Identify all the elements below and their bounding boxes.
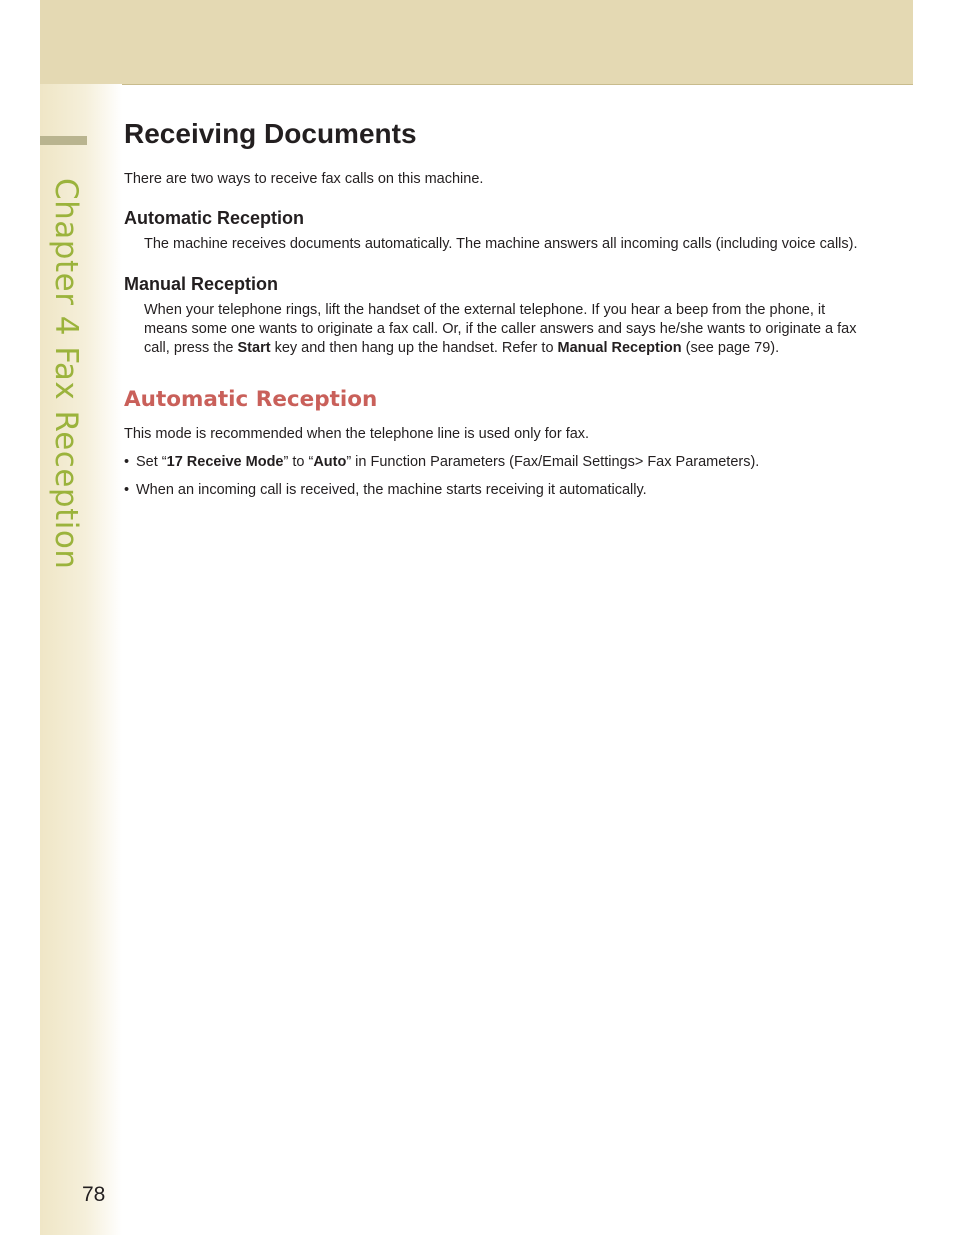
- manual-reception-ref: Manual Reception: [557, 340, 682, 356]
- page-number: 78: [82, 1183, 106, 1206]
- start-key-label: Start: [237, 340, 271, 356]
- section-intro: This mode is recommended when the telephone line is used only for fax.: [124, 426, 590, 442]
- list-item: [124, 453, 864, 472]
- auto-reception-heading: Automatic Reception: [124, 208, 305, 228]
- chapter-tab-marker: [40, 136, 87, 145]
- page-title: Receiving Documents: [124, 118, 417, 149]
- section-heading-automatic-reception: Automatic Reception: [124, 387, 378, 412]
- bullet-text: When an incoming call is received, the machine starts receiving it automatically.: [136, 482, 647, 498]
- list-item: [124, 481, 864, 500]
- main-content: [124, 112, 864, 500]
- bullet-marker: •: [124, 454, 130, 470]
- manual-reception-heading: Manual Reception: [124, 274, 279, 294]
- header-band: [40, 0, 913, 85]
- auto-reception-text: The machine receives documents automatically. The machine answers all incoming calls (including voice calls).: [144, 236, 858, 252]
- manual-reception-text: When your telephone rings, lift the handset of the external telephone. If you hear a beep from the phone, it means some one wants to originate a fax call. Or, if the caller answers and says he/she wants to originate a fax call, press the Start key and then hang up the handset. Refer to Manual Reception (see page 79).: [144, 302, 857, 356]
- bullet-marker: •: [124, 482, 130, 498]
- bullet-text: Set “17 Receive Mode” to “Auto” in Function Parameters (Fax/Email Settings> Fax Parameters).: [136, 454, 760, 470]
- intro-text: There are two ways to receive fax calls on this machine.: [124, 171, 484, 187]
- chapter-title: Chapter 4 Fax Reception: [48, 178, 84, 570]
- chapter-sidebar: [48, 178, 88, 598]
